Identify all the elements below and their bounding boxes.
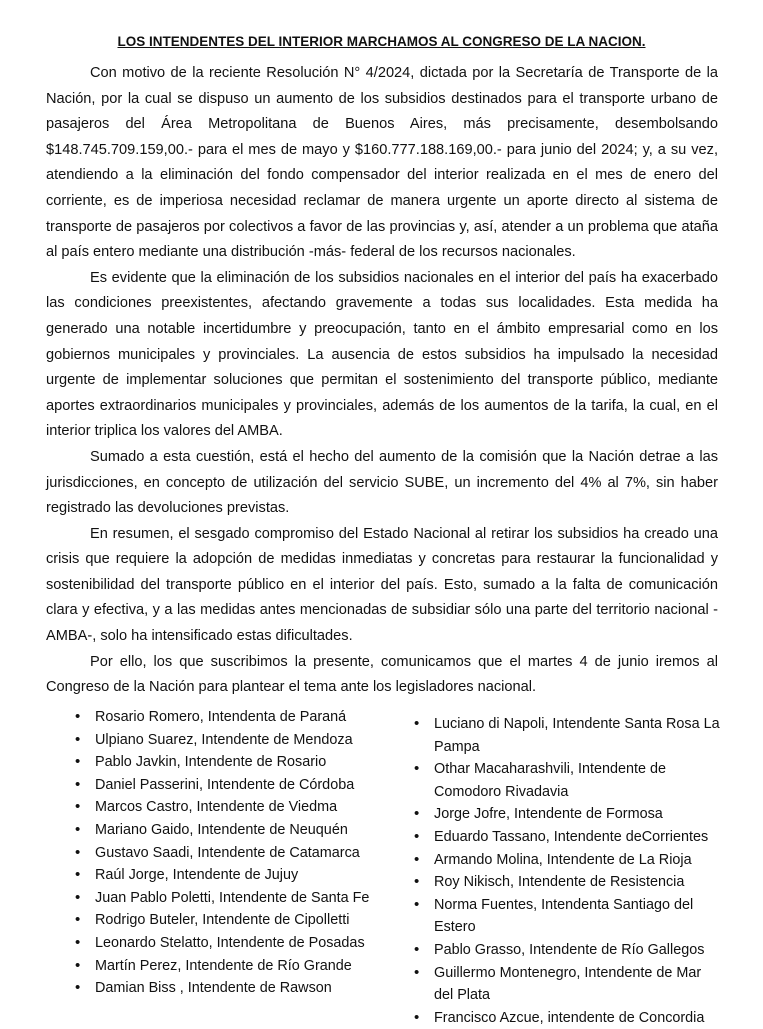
- paragraph: En resumen, el sesgado compromiso del Estado Nacional al retirar los subsidios ha creado una crisis que requiere la adopción de medidas inmediatas y concretas para restaurar la funcionalidad y sostenibilidad del transporte público en el interior del país. Esto, sumado a la falta de comunicación clara y efectiva, y a las medidas antes mencionadas de subsidiar sólo una parte del territorio nacional -AMBA-, solo ha intensificado estas dificultades.: [46, 525, 718, 645]
- document-title: LOS INTENDENTES DEL INTERIOR MARCHAMOS AL CONGRESO DE LA NACION.: [117, 34, 646, 49]
- paragraph: Por ello, los que suscribimos la presente, comunicamos que el martes 4 de junio iremos al Congreso de la Nación para plantear el tema ante los legisladores nacional.: [46, 653, 718, 696]
- signer-item: • Rosario Romero, Intendenta de Paraná: [73, 706, 393, 729]
- signer-item: • Raúl Jorge, Intendente de Jujuy: [73, 864, 393, 887]
- document-body: [46, 61, 718, 701]
- signer-item: • Guillermo Montenegro, Intendente de Mar del Plata: [412, 962, 722, 1007]
- paragraph: Sumado a esta cuestión, está el hecho del aumento de la comisión que la Nación detrae a las jurisdicciones, en concepto de utilización del servicio SUBE, un incremento del 4% al 7%, sin haber registrado las devoluciones previstas.: [46, 448, 718, 517]
- signer-item: • Leonardo Stelatto, Intendente de Posadas: [73, 932, 393, 955]
- signer-item: • Pablo Javkin, Intendente de Rosario: [73, 751, 393, 774]
- signer-item: • Rodrigo Buteler, Intendente de Cipolletti: [73, 909, 393, 932]
- signer-item: • Daniel Passerini, Intendente de Córdoba: [73, 774, 393, 797]
- signer-item: • Juan Pablo Poletti, Intendente de Santa Fe: [73, 887, 393, 910]
- signer-item: • Luciano di Napoli, Intendente Santa Rosa La Pampa: [412, 713, 722, 758]
- signer-item: • Othar Macaharashvili, Intendente de Comodoro Rivadavia: [412, 758, 722, 803]
- signer-item: • Mariano Gaido, Intendente de Neuquén: [73, 819, 393, 842]
- signer-item: • Roy Nikisch, Intendente de Resistencia: [412, 871, 722, 894]
- signers-list-right: [412, 713, 722, 1029]
- paragraph: Es evidente que la eliminación de los subsidios nacionales en el interior del país ha exacerbado las condiciones preexistentes, afectando gravemente a todas sus localidades. Esta medida ha generado una notable incertidumbre y preocupación, tanto en el ámbito empresarial como en los gobiernos municipales y provinciales. La ausencia de estos subsidios ha impulsado la necesidad urgente de implementar soluciones que permitan el sostenimiento del transporte público, mediante aportes extraordinarios municipales y provinciales, además de los aumentos de la tarifa, la cual, en el interior triplica los valores del AMBA.: [46, 269, 718, 440]
- signer-item: • Armando Molina, Intendente de La Rioja: [412, 849, 722, 872]
- signer-item: • Norma Fuentes, Intendenta Santiago del Estero: [412, 894, 722, 939]
- signer-item: • Francisco Azcue, intendente de Concordia: [412, 1007, 722, 1029]
- signers-list-left: [73, 706, 393, 1000]
- signer-item: • Gustavo Saadi, Intendente de Catamarca: [73, 842, 393, 865]
- signer-item: • Marcos Castro, Intendente de Viedma: [73, 796, 393, 819]
- paragraph: Con motivo de la reciente Resolución N° 4/2024, dictada por la Secretaría de Transporte de la Nación, por la cual se dispuso un aumento de los subsidios destinados para el transporte urbano de pasajeros del Área Metropolitana de Buenos Aires, más precisamente, desembolsando $148.745.709.159,00.- para el mes de mayo y $160.777.188.169,00.- para junio del 2024; y, a su vez, atendiendo a la eliminación del fondo compensador del interior realizada en el mes de enero del corriente, es de imperiosa necesidad reclamar de manera urgente un aporte directo al sistema de transporte de pasajeros por colectivos a favor de las provincias y, así, atender a un problema que ataña al país entero mediante una distribución -más- federal de los recursos nacionales.: [46, 65, 718, 261]
- signer-item: • Martín Perez, Intendente de Río Grande: [73, 955, 393, 978]
- signer-item: • Eduardo Tassano, Intendente deCorrientes: [412, 826, 722, 849]
- signer-item: • Pablo Grasso, Intendente de Río Gallegos: [412, 939, 722, 962]
- signer-item: • Damian Biss , Intendente de Rawson: [73, 977, 393, 1000]
- signer-item: • Ulpiano Suarez, Intendente de Mendoza: [73, 729, 393, 752]
- signer-item: • Jorge Jofre, Intendente de Formosa: [412, 803, 722, 826]
